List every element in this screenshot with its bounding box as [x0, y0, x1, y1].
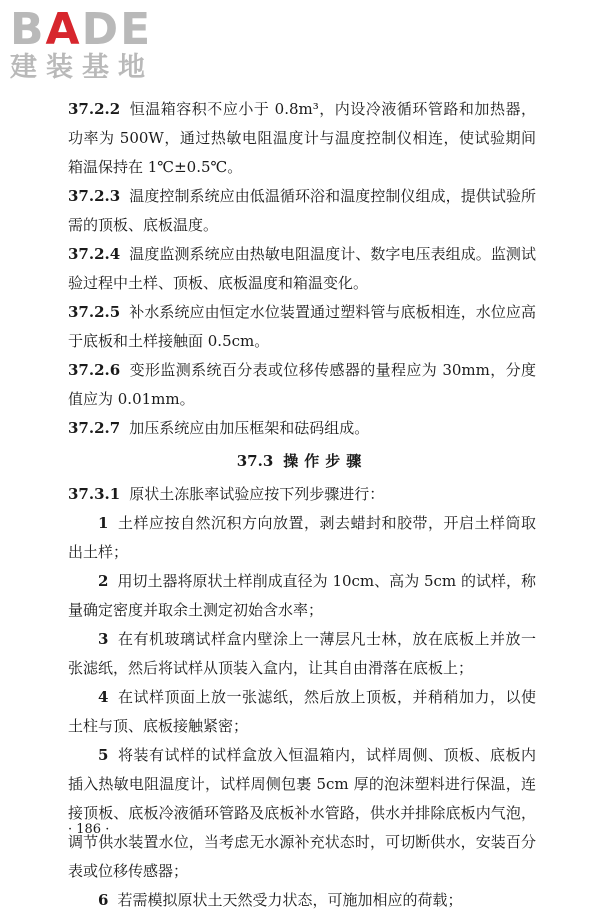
clause-37-2-2: 37.2.2 恒温箱容积不应小于 0.8m³，内设冷液循环管路和加热器，功率为 500W，通过热敏电阻温度计与温度控制仪相连，使试验期间箱温保持在 1℃±0.5℃。: [68, 100, 536, 176]
clause-37-2-6: 37.2.6 变形监测系统百分表或位移传感器的量程应为 30mm，分度值应为 0.01mm。: [68, 361, 536, 408]
clause-37-2-7: 37.2.7 加压系统应由加压框架和砝码组成。: [68, 419, 370, 437]
step-3: 3 在有机玻璃试样盒内壁涂上一薄层凡士林，放在底板上并放一张滤纸，然后将试样从顶装入盒内，让其自由滑落在底板上；: [68, 630, 536, 677]
section-heading: 37.3 操作步骤: [236, 452, 368, 470]
watermark-logo: [10, 6, 180, 84]
step-6: 6 若需模拟原状土天然受力状态，可施加相应的荷载；: [98, 891, 463, 909]
step-2: 2 用切土器将原状土样削成直径为 10cm、高为 5cm 的试样，称量确定密度并取余土测定初始含水率；: [68, 572, 536, 619]
clause-37-2-3: 37.2.3 温度控制系统应由低温循环浴和温度控制仪组成，提供试验所需的顶板、底板温度。: [68, 187, 536, 234]
step-1: 1 土样应按自然沉积方向放置，剥去蜡封和胶带，开启土样筒取出土样；: [68, 514, 536, 561]
clause-37-2-5: 37.2.5 补水系统应由恒定水位装置通过塑料管与底板相连，水位应高于底板和土样接触面 0.5cm。: [68, 303, 536, 350]
watermark-latin: BADE: [10, 4, 153, 55]
step-4: 4 在试样顶面上放一张滤纸，然后放上顶板，并稍稍加力，以使土柱与顶、底板接触紧密；: [68, 688, 536, 735]
clause-37-2-4: 37.2.4 温度监测系统应由热敏电阻温度计、数字电压表组成。监测试验过程中土样、顶板、底板温度和箱温变化。: [68, 245, 536, 292]
document-body: [68, 95, 536, 915]
clause-37-3-1: 37.3.1 原状土冻胀率试验应按下列步骤进行：: [68, 485, 385, 503]
watermark-chinese: 建装基地: [10, 52, 154, 83]
page-number: · 186 ·: [68, 822, 110, 837]
step-5: 5 将装有试样的试样盒放入恒温箱内，试样周侧、顶板、底板内插入热敏电阻温度计，试样周侧包裹 5cm 厚的泡沫塑料进行保温，连接顶板、底板冷液循环管路及底板补水管路，供水并排除底板内气泡，调节供水装置水位，当考虑无水源补充状态时，可切断供水，安装百分表或位移传感器；: [68, 746, 536, 880]
